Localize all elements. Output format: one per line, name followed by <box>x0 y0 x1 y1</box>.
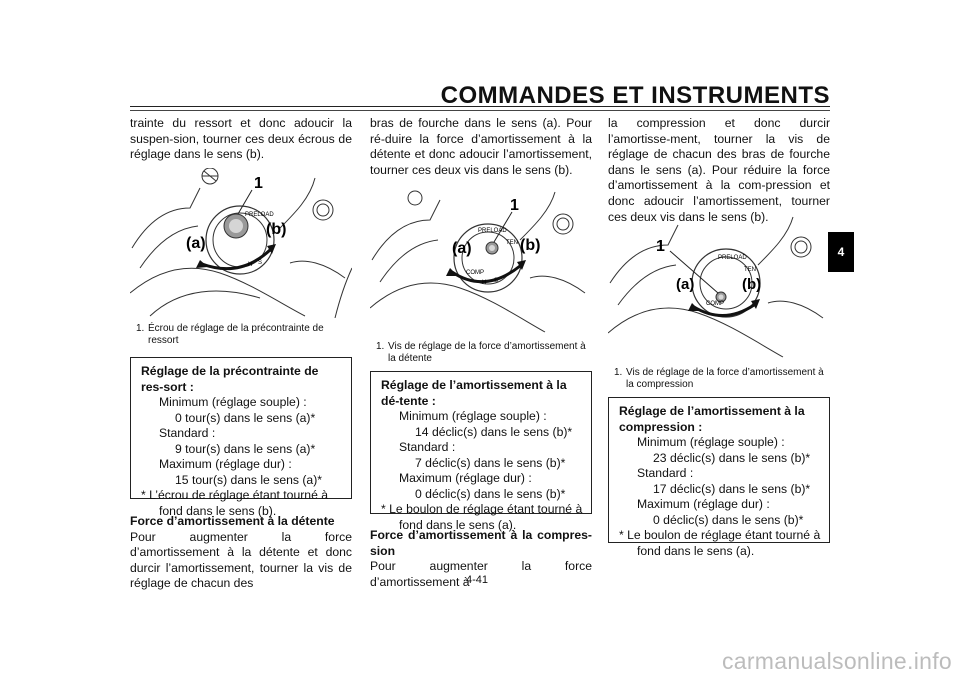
spec-line: Minimum (réglage souple) : <box>159 395 307 409</box>
rebound-adjuster-figure <box>370 190 592 335</box>
spec-line: Maximum (réglage dur) : <box>399 471 532 485</box>
spec-line: 15 tour(s) dans le sens (a)* <box>175 472 322 487</box>
column-2-intro-text: bras de fourche dans le sens (a). Pour ré-duire la force d’amortissement à la détente et donc adoucir l’amortissement, tourner ces deux vis dans le sens (b). <box>370 116 592 177</box>
caption-number: 1. <box>136 323 145 334</box>
dial-marking-h: H <box>248 262 253 268</box>
callout-number: 1 <box>254 175 263 192</box>
caption-text: Vis de réglage de la force d’amortissement à la détente <box>388 341 586 364</box>
page-number: 4-41 <box>466 574 489 586</box>
direction-b-label: (b) <box>520 237 541 254</box>
dial-marking-preload: PRELOAD <box>245 212 274 218</box>
spec-note: * L’écrou de réglage étant tourné à <box>141 488 329 502</box>
dial-marking-comp: COMP <box>466 270 484 276</box>
caption-number: 1. <box>614 367 623 378</box>
direction-b-label: (b) <box>742 276 762 293</box>
compression-body-text: Pour augmenter la force d’amortissement à <box>370 559 592 589</box>
spec-line: 0 déclic(s) dans le sens (b)* <box>653 512 804 527</box>
spec-note-cont: fond dans le sens (b). <box>159 503 277 518</box>
spec-line: Minimum (réglage souple) : <box>399 409 547 423</box>
spec-line: 23 déclic(s) dans le sens (b)* <box>653 450 811 465</box>
spec-line: Maximum (réglage dur) : <box>637 497 770 511</box>
section-heading-compression: Force d’amortissement à la compres-sion <box>370 528 592 558</box>
compression-spec-box <box>608 397 830 558</box>
direction-b-label: (b) <box>266 221 287 238</box>
page-header-title: COMMANDES ET INSTRUMENTS <box>440 82 830 109</box>
dial-marking-s: S <box>258 260 263 266</box>
spec-note: * Le boulon de réglage étant tourné à <box>619 528 821 542</box>
dial-marking-ten: TEN <box>744 267 756 273</box>
column-2-intro <box>370 116 592 178</box>
direction-a-label: (a) <box>452 240 472 257</box>
spec-title: Réglage de la précontrainte de res-sort : <box>141 364 319 394</box>
spec-line: Standard : <box>159 426 216 440</box>
header-rule-thick <box>130 106 830 107</box>
dial-marking-ten: TEN <box>506 240 518 246</box>
rebound-body-text: Pour augmenter la force d’amortissement à la détente et donc durcir l’amortissement, tourner la vis de réglage de chacun des <box>130 529 352 591</box>
column-1-intro <box>130 116 352 163</box>
spec-line: 7 déclic(s) dans le sens (b)* <box>415 455 566 470</box>
column-1-intro-text: trainte du ressort et donc adoucir la suspen-sion, tourner ces deux écrous de réglage dans le sens (b). <box>130 116 352 162</box>
spec-line: 0 déclic(s) dans le sens (b)* <box>415 486 566 501</box>
caption-number: 1. <box>376 341 385 352</box>
section-heading-rebound: Force d’amortissement à la détente <box>130 514 335 528</box>
rebound-spec-box <box>370 371 592 532</box>
spec-note-cont: fond dans le sens (a). <box>399 517 517 532</box>
spec-line: 14 déclic(s) dans le sens (b)* <box>415 424 573 439</box>
chapter-tab[interactable]: 4 <box>828 232 854 272</box>
callout-number: 1 <box>656 238 665 255</box>
spec-line: 9 tour(s) dans le sens (a)* <box>175 441 316 456</box>
column-3-intro-text: la compression et donc durcir l’amortisse-ment, tourner la vis de réglage de chacun des bras de fourche dans le sens (a). Pour réduire la force d’amortissement à la com-pression et donc adoucir l’amortissement, tourner ces deux vis dans le sens (b). <box>608 116 830 224</box>
spec-line: 17 déclic(s) dans le sens (b)* <box>653 481 811 496</box>
preload-spec-box <box>130 357 352 518</box>
caption-text: Écrou de réglage de la précontrainte de ressort <box>148 323 324 346</box>
spec-line: Minimum (réglage souple) : <box>637 435 785 449</box>
spec-title: Réglage de l’amortissement à la dé-tente : <box>381 378 567 408</box>
callout-number: 1 <box>510 197 519 214</box>
direction-a-label: (a) <box>186 235 206 252</box>
dial-marking-h: H <box>482 280 487 286</box>
direction-a-label: (a) <box>676 276 695 293</box>
spec-note: * Le boulon de réglage étant tourné à <box>381 502 583 516</box>
compression-adjuster-figure <box>608 215 830 360</box>
column-3-intro <box>608 116 830 225</box>
spec-note-cont: fond dans le sens (a). <box>637 543 755 558</box>
dial-marking-s: S <box>494 278 499 284</box>
dial-marking-comp: COMP <box>706 301 724 307</box>
site-watermark[interactable]: carmanualsonline.info <box>721 648 952 674</box>
header-rule-thin <box>130 110 830 111</box>
dial-marking-preload: PRELOAD <box>718 255 747 261</box>
spec-line: Maximum (réglage dur) : <box>159 457 292 471</box>
spec-line: 0 tour(s) dans le sens (a)* <box>175 410 316 425</box>
preload-adjuster-figure <box>130 168 352 318</box>
caption-text: Vis de réglage de la force d’amortissement à la compression <box>626 367 824 390</box>
column-1-rebound-section <box>130 514 352 592</box>
spec-title: Réglage de l’amortissement à la compression : <box>619 404 805 434</box>
dial-marking-preload: PRELOAD <box>478 228 507 234</box>
spec-line: Standard : <box>637 466 694 480</box>
spec-line: Standard : <box>399 440 456 454</box>
